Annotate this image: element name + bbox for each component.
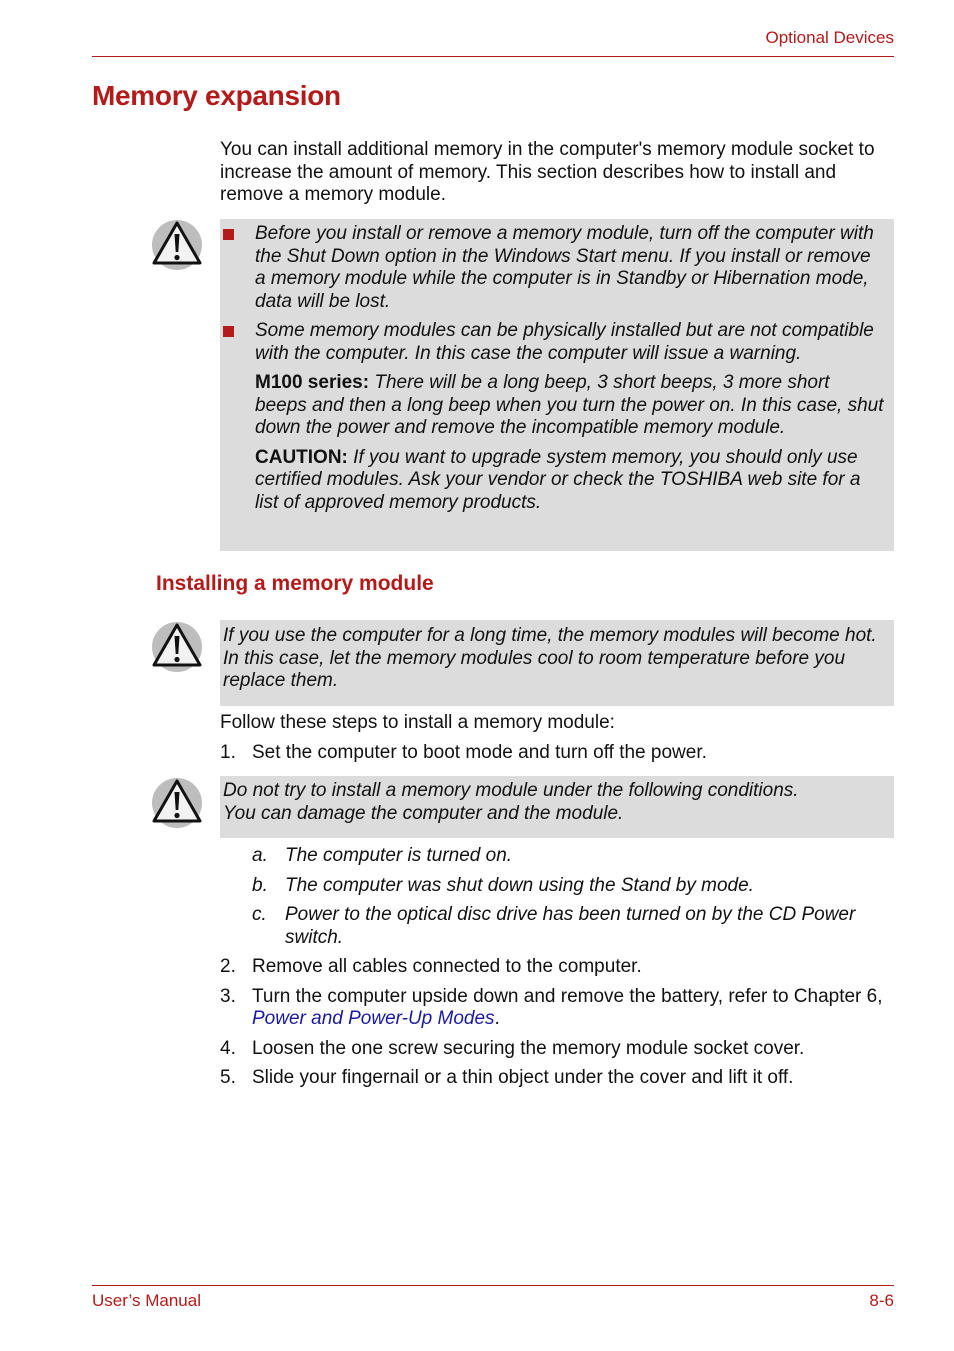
step-text: Set the computer to boot mode and turn off the power. — [252, 742, 707, 763]
subsection-title: Installing a memory module — [156, 572, 434, 595]
bullet-text: Some memory modules can be physically installed but are not compatible with the computer. In this case the computer will issue a warning. — [255, 320, 874, 364]
step-number: 3. — [220, 985, 236, 1007]
caution-text: If you want to upgrade system memory, you should only use certified modules. Ask your vendor or check the TOSHIBA web site for a list of approved memory products. — [255, 446, 861, 513]
conditions-list — [252, 845, 896, 949]
note-line: You can damage the computer and the module. — [223, 802, 624, 824]
warning-triangle-icon — [151, 621, 203, 673]
step-number: 2. — [220, 956, 236, 977]
warning-triangle-icon — [151, 777, 203, 829]
caution-note-memory — [220, 219, 894, 551]
list-item — [252, 845, 896, 868]
note-line: Do not try to install a memory module under the following conditions. — [223, 780, 799, 801]
bullet-square-icon — [223, 326, 234, 337]
heat-warning-note — [220, 620, 894, 706]
header-rule — [92, 56, 894, 57]
condition-letter: b. — [252, 874, 268, 896]
step-number: 5. — [220, 1067, 236, 1088]
list-item — [220, 1038, 896, 1061]
footer-rule — [92, 1285, 894, 1286]
step-text: Remove all cables connected to the computer. — [252, 956, 642, 977]
condition-text: Power to the optical disc drive has been turned on by the CD Power switch. — [285, 904, 856, 948]
step-number: 1. — [220, 742, 236, 763]
list-item — [220, 986, 896, 1031]
page-number: 8-6 — [869, 1291, 894, 1310]
note-bullet — [255, 320, 886, 365]
step-text: Slide your fingernail or a thin object under the cover and lift it off. — [252, 1067, 794, 1088]
step-list-start — [220, 742, 896, 765]
condition-letter: a. — [252, 845, 268, 866]
list-item — [252, 904, 896, 949]
list-item — [220, 1067, 896, 1090]
step-text — [252, 986, 883, 1030]
bullet-text: Before you install or remove a memory module, turn off the computer with the Shut Down option in the Windows Start menu. If you install or remove a memory module while the computer is in Standby or Hibernation mode, data will be lost. — [255, 223, 874, 312]
step-list — [220, 956, 896, 1090]
warning-triangle-icon — [151, 219, 203, 271]
m100-text: There will be a long beep, 3 short beeps, 3 more short beeps and then a long beep when you turn the power on. In this case, shut down the power and remove the incompatible memory module. — [255, 372, 884, 438]
condition-letter: c. — [252, 904, 267, 925]
m100-label: M100 series: — [255, 372, 370, 393]
caution-label: CAUTION: — [255, 446, 348, 468]
install-conditions-note — [220, 776, 894, 838]
caution-note — [255, 447, 886, 515]
m100-note — [255, 372, 886, 440]
heat-warning-text: If you use the computer for a long time, the memory modules will become hot. In this case, let the memory modules cool to room temperature before you replace them. — [223, 625, 877, 691]
list-item — [220, 742, 896, 765]
step-text-before: Turn the computer upside down and remove the battery, refer to Chapter 6, — [252, 985, 883, 1007]
condition-text: The computer is turned on. — [285, 845, 513, 866]
footer-manual-name: User’s Manual — [92, 1291, 201, 1310]
list-item — [252, 875, 896, 898]
running-head: Optional Devices — [765, 28, 894, 47]
bullet-square-icon — [223, 229, 234, 240]
section-title: Memory expansion — [92, 80, 341, 111]
step-text-after: . — [494, 1008, 500, 1029]
intro-paragraph: You can install additional memory in the computer's memory module socket to increase the amount of memory. This section describes how to install and remove a memory module. — [220, 139, 875, 205]
list-item — [220, 956, 896, 979]
note-bullet — [255, 223, 886, 313]
steps-intro: Follow these steps to install a memory module: — [220, 712, 615, 733]
condition-text: The computer was shut down using the Stand by mode. — [285, 874, 754, 896]
step-text: Loosen the one screw securing the memory module socket cover. — [252, 1037, 805, 1059]
step-number: 4. — [220, 1037, 236, 1059]
chapter-link[interactable]: Power and Power-Up Modes — [252, 1008, 495, 1029]
